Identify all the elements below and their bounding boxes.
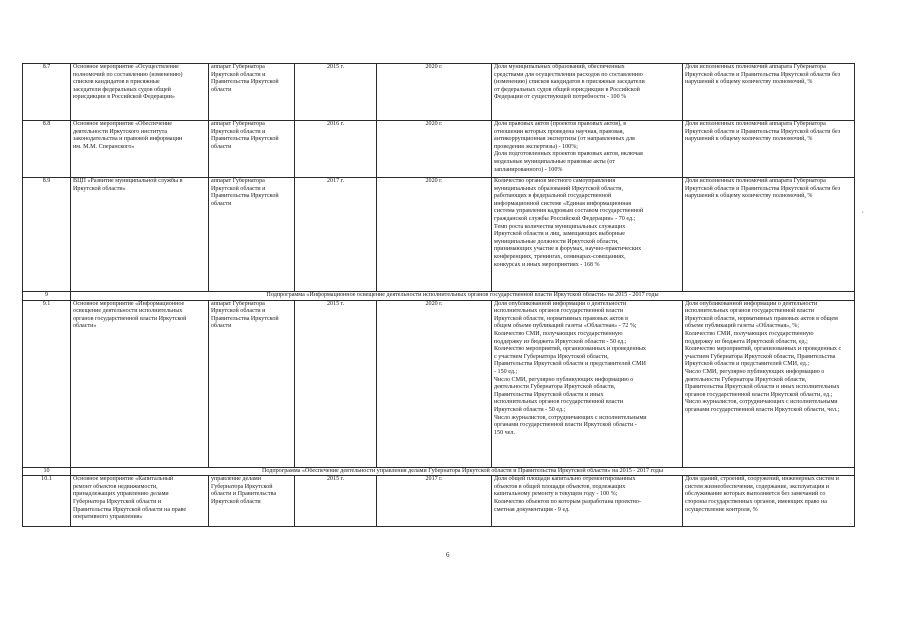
text-line: осуществление контроля, %: [685, 506, 758, 513]
text-line: Основное мероприятие «Осуществление: [73, 64, 179, 70]
text-line: Иркутской области и: [211, 308, 266, 315]
end-year: 2020 г.: [377, 121, 492, 178]
text-line: Количество объектов по которым разработана проектно-: [494, 498, 642, 505]
text-line: Доля правовых актов (проектов правовых актов), в: [494, 121, 627, 127]
text-line: гражданской службы Российской Федерации» - 70 ед.;: [494, 215, 636, 222]
text-line: поддержку из бюджета Иркутской области - 50 ед.;: [494, 338, 627, 345]
text-line: Иркутской области и лиц, замещающих выборные: [494, 231, 625, 238]
text-line: Правительства Иркутской области и представителей СМИ: [494, 361, 646, 368]
text-line: Правительства Иркутской области и иных исполнительных: [685, 384, 840, 391]
text-line: Правительства Иркутской области и иных: [494, 391, 604, 398]
table-row: [23, 178, 855, 292]
scan-speck: ,: [862, 208, 864, 214]
text-line: Иркутской области и: [211, 128, 266, 135]
text-line: исполнительных органов государственной власти: [685, 308, 815, 315]
start-year: 2016 г.: [295, 121, 377, 178]
subprogram-header-row: [23, 292, 855, 301]
text-line: ремонт объектов недвижимости,: [73, 483, 158, 490]
executor: [209, 178, 295, 292]
text-line: проведения экспертизы) - 100%;: [494, 143, 578, 150]
text-line: Иркутской области и: [211, 185, 266, 192]
text-line: Число журналистов, сотрудничающих с исполнительными: [685, 399, 838, 406]
text-line: Иркутской области и Правительства Иркутской области без: [685, 128, 841, 135]
text-line: Доля подготовленных проектов правовых актов, включая: [494, 151, 643, 158]
text-line: Доля исполненных полномочий аппарата Губернатора: [685, 64, 826, 70]
text-line: Число журналистов, сотрудничающих с исполнительными: [494, 414, 647, 421]
text-line: от федеральных судов общей юрисдикции в Российской: [494, 86, 640, 93]
text-line: 150 чел.: [494, 429, 515, 436]
text-line: нарушений к общему количеству полномочий, %: [685, 136, 813, 143]
text-line: аппарат Губернатора: [211, 178, 265, 184]
text-line: Иркутской области, нормативных правовых актов в общем: [685, 315, 838, 322]
text-line: Темп роста количества муниципальных служащих: [494, 223, 626, 230]
table-row: [23, 121, 855, 178]
text-line: муниципальные должности Иркутской области,: [494, 238, 619, 245]
text-line: систем жизнеобеспечения, содержание, эксплуатация и: [685, 483, 829, 490]
table-row: [23, 64, 855, 121]
text-line: Иркутской области: [211, 498, 261, 505]
text-line: Правительства Иркутской: [211, 193, 279, 200]
text-line: Число СМИ, регулярно публикующих информацию о: [685, 368, 825, 375]
text-line: органами государственной власти Иркутской области -: [494, 422, 637, 429]
text-line: конференциях, тренингах, семинарах-совещаниях,: [494, 253, 626, 260]
expected-result: [683, 476, 855, 527]
measure-name: [71, 476, 209, 527]
measure-name: [71, 121, 209, 178]
text-line: Губернатора Иркутской области и: [73, 498, 162, 505]
text-line: муниципальных образований Иркутской области,: [494, 185, 624, 192]
end-year: 2020 г.: [377, 178, 492, 292]
row-number: 8.9: [23, 178, 71, 292]
text-line: капитальному ремонту в текущем году - 100 %;: [494, 491, 618, 498]
expected-result: [683, 300, 855, 467]
start-year: 2015 г.: [295, 300, 377, 467]
start-year: 2017 г.: [295, 178, 377, 292]
start-year: 2015 г.: [295, 476, 377, 527]
text-line: деятельности Иркутского института: [73, 128, 168, 135]
table-row: [23, 476, 855, 527]
text-line: Количество мероприятий, организованных и проведенных: [494, 346, 646, 353]
subprogram-header-row: [23, 467, 855, 476]
text-line: области: [211, 143, 232, 150]
text-line: принадлежащих управлению делами: [73, 491, 169, 498]
text-line: нарушений к общему количеству полномочий, %: [685, 193, 813, 200]
executor: [209, 64, 295, 121]
text-line: юрисдикции в Российской Федерации»: [73, 94, 175, 101]
text-line: Губернатора Иркутской: [211, 483, 273, 490]
expected-result: [683, 178, 855, 292]
text-line: Иркутской области и: [211, 71, 266, 78]
text-line: средствами для осуществления расходов по составлению: [494, 71, 643, 78]
target-indicator: [492, 64, 683, 121]
measure-name: [71, 300, 209, 467]
text-line: ВЦП «Развитие муниципальной службы в: [73, 178, 183, 184]
text-line: деятельности Губернатора Иркутской области,: [494, 384, 616, 391]
text-line: Доля зданий, строений, сооружений, инженерных систем и: [685, 476, 839, 483]
text-line: объектов в общей площади объектов, подлежащих: [494, 483, 626, 490]
row-number: 8.8: [23, 121, 71, 178]
text-line: антикоррупционная экспертизы (от направленных для: [494, 136, 635, 143]
subprogram-title: Подпрограмма «Информационное освещение деятельности исполнительных органов государственной власти Иркутской области» на 2015 - 2017 годы: [71, 292, 855, 301]
text-line: Иркутской области»: [73, 185, 126, 192]
text-line: Количество СМИ, получающих государственную: [494, 330, 623, 337]
executor: [209, 121, 295, 178]
text-line: области и Правительства: [211, 491, 277, 498]
text-line: Иркутской области - 50 ед.;: [494, 406, 566, 413]
text-line: сметная документация - 9 ед.: [494, 506, 570, 513]
text-line: Доля общей площади капитально отремонтированных: [494, 476, 636, 483]
row-number: 10: [23, 467, 71, 476]
expected-result: [683, 64, 855, 121]
executor: [209, 300, 295, 467]
text-line: управление делами: [211, 476, 262, 483]
text-line: области»: [73, 323, 97, 330]
text-line: участием Губернатора Иркутской области, Правительства: [685, 353, 836, 360]
text-line: система управления кадровым составом государственной: [494, 208, 644, 215]
page-number: 6: [446, 551, 450, 559]
text-line: органов государственной власти Иркутской: [73, 315, 187, 322]
text-line: оперативного управления»: [73, 514, 143, 521]
text-line: конкурсах и иных мероприятиях - 168 %: [494, 261, 600, 268]
subprogram-title: Подпрограмма «Обеспечение деятельности управления делами Губернатора Иркутской области и Правительства Иркутской области» на 2015 - 2017 годы: [71, 467, 855, 476]
text-line: Иркутской области и Правительства Иркутской области без: [685, 71, 841, 78]
text-line: им. М.М. Сперанского»: [73, 143, 135, 150]
text-line: поддержку из бюджета Иркутской области, ед.;: [685, 338, 808, 345]
text-line: Доля опубликованной информации о деятельности: [685, 300, 818, 307]
text-line: нарушений к общему количеству полномочий, %: [685, 79, 813, 86]
text-line: запланированного) - 100%: [494, 166, 563, 173]
text-line: заседатели федеральных судов общей: [73, 86, 171, 93]
end-year: 2017 г.: [377, 476, 492, 527]
start-year: 2015 г.: [295, 64, 377, 121]
target-indicator: [492, 178, 683, 292]
end-year: 2020 г.: [377, 300, 492, 467]
text-line: объеме публикаций газеты «Областная», %;: [685, 323, 800, 330]
text-line: области: [211, 323, 232, 330]
text-line: работающих в федеральной государственной: [494, 193, 612, 200]
text-line: освещение деятельности исполнительных: [73, 308, 183, 315]
target-indicator: [492, 300, 683, 467]
text-line: полномочий по составлению (изменению): [73, 71, 183, 78]
text-line: Доля опубликованной информации о деятельности: [494, 300, 627, 307]
text-line: исполнительных органов государственной власти: [494, 399, 624, 406]
text-line: Правительства Иркутской: [211, 315, 279, 322]
text-line: деятельности Губернатора Иркутской области,: [685, 376, 807, 383]
target-indicator: [492, 476, 683, 527]
text-line: Правительства Иркутской области на праве: [73, 506, 187, 513]
text-line: Основное мероприятие «Информационное: [73, 300, 185, 307]
text-line: Иркутской области, нормативных правовых актов в: [494, 315, 628, 322]
text-line: Число СМИ, регулярно публикующих информацию о: [494, 376, 634, 383]
text-line: - 150 ед.;: [494, 368, 518, 375]
text-line: Федерации от существующей потребности - 100 %: [494, 94, 627, 101]
text-line: (изменению) списков кандидатов в присяжные заседатели: [494, 79, 645, 86]
program-measures-table: [22, 63, 855, 527]
text-line: Количество СМИ, получающих государственную: [685, 330, 814, 337]
text-line: модельные муниципальные правовые акты (от: [494, 158, 615, 165]
executor: [209, 476, 295, 527]
text-line: Количество мероприятий, организованных и проведенных с: [685, 346, 842, 353]
row-number: 10.1: [23, 476, 71, 527]
text-line: области: [211, 86, 232, 93]
text-line: Доля муниципальных образований, обеспеченных: [494, 64, 625, 70]
text-line: информационной системе «Единая информационная: [494, 200, 632, 207]
text-line: аппарат Губернатора: [211, 64, 265, 70]
scan-speck: .: [850, 520, 852, 526]
text-line: законодательства и правовой информации: [73, 136, 183, 143]
expected-result: [683, 121, 855, 178]
text-line: области: [211, 200, 232, 207]
text-line: Количество органов местного самоуправления: [494, 178, 616, 184]
text-line: Доля исполненных полномочий аппарата Губернатора: [685, 121, 826, 127]
text-line: обслуживание которых выполняется без замечаний со: [685, 491, 826, 498]
text-line: органов государственной власти Иркутской области, ед.;: [685, 391, 833, 398]
text-line: Основное мероприятие «Капитальный: [73, 476, 174, 483]
target-indicator: [492, 121, 683, 178]
measure-name: [71, 178, 209, 292]
text-line: принимающих участие в форумах, научно-практических: [494, 246, 642, 253]
text-line: исполнительных органов государственной власти: [494, 308, 624, 315]
text-line: списков кандидатов в присяжные: [73, 79, 160, 86]
end-year: 2020 г.: [377, 64, 492, 121]
text-line: Основное мероприятие «Обеспечение: [73, 121, 172, 127]
measure-name: [71, 64, 209, 121]
row-number: 8.7: [23, 64, 71, 121]
text-line: Правительства Иркутской: [211, 136, 279, 143]
table-row: [23, 300, 855, 467]
text-line: отношении которых проведена научная, правовая,: [494, 128, 625, 135]
text-line: Доля исполненных полномочий аппарата Губернатора: [685, 178, 826, 184]
text-line: Иркутской области и Правительства Иркутской области без: [685, 185, 841, 192]
text-line: органами государственной власти Иркутской области, чел.;: [685, 406, 840, 413]
row-number: 9: [23, 292, 71, 301]
text-line: аппарат Губернатора: [211, 300, 265, 307]
text-line: Правительства Иркутской: [211, 79, 279, 86]
row-number: 9.1: [23, 300, 71, 467]
text-line: Иркутской области и представителей СМИ, ед.;: [685, 361, 810, 368]
text-line: с участием Губернатора Иркутской области,: [494, 353, 609, 360]
text-line: стороны государственных органов, имеющих право на: [685, 498, 827, 505]
text-line: общем объеме публикаций газеты «Областная» - 72 %;: [494, 323, 637, 330]
text-line: аппарат Губернатора: [211, 121, 265, 127]
